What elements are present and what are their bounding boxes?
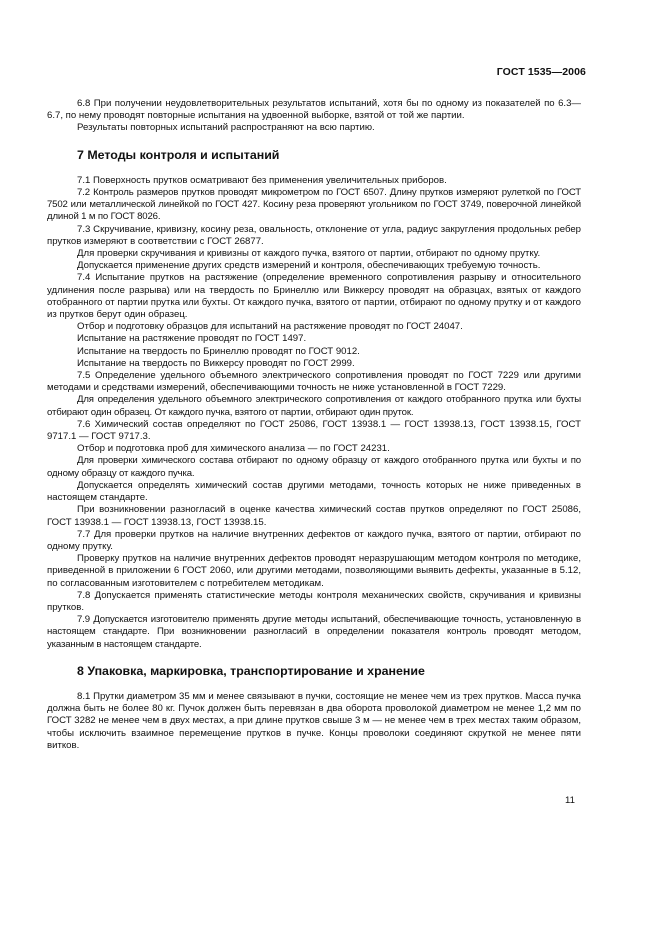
paragraph-7-2: 7.2 Контроль размеров прутков проводят микрометром по ГОСТ 6507. Длину прутков измеряют рулеткой по ГОСТ 7502 или металлической линейкой по ГОСТ 427. Косину реза проверяют угольником по ГОСТ 3749, поверочной линейкой длиной 1 м по ГОСТ 8026. (47, 187, 581, 223)
paragraph-7-4: 7.4 Испытание прутков на растяжение (определение временного сопротивления разрыву и относительного удлинения после разрыва) или на твердость по Бринеллю или Виккерсу проводят на образцах, взятых от каждого отобранного от партии прутка или бухты. От каждого пучка, взятого от партии, отбирают по одному прутку и от каждого из прутков берут один образец. (47, 272, 582, 321)
paragraph-7-6-check: Для проверки химического состава отбирают по одному образцу от каждого отобранного прутка или бухты и по одному образцу от каждого пучка. (47, 455, 581, 479)
paragraph-8-1: 8.1 Прутки диаметром 35 мм и менее связывают в пучки, состоящие не менее чем из трех прутков. Масса пучка должна быть не более 80 кг. Пучок должен быть перевязан в два оборота проволокой диаметром не менее 1,2 мм по ГОСТ 3282 не менее чем в двух местах, а при длине прутков свыше 3 м — не менее чем в трех местах таким образом, чтобы исключить взаимное перемещение прутков в пучке. Концы проволоки соединяют скруткой не менее пяти витков. (47, 690, 581, 751)
paragraph-7-8: 7.8 Допускается применять статистические методы контроля механических свойств, скручивания и кривизны прутков. (47, 589, 581, 613)
paragraph-7-6-samples: Отбор и подготовка проб для химического анализа — по ГОСТ 24231. (77, 443, 390, 455)
paragraph-7-3-twist: Для проверки скручивания и кривизны от каждого пучка, взятого от партии, отбирают по одному прутку. (77, 248, 541, 260)
section-7-heading: 7 Методы контроля и испытаний (77, 147, 280, 162)
paragraph-7-6-other-methods: Допускается определять химический состав другими методами, точность которых не ниже приведенных в настоящем стандарте. (47, 479, 581, 504)
paragraph-7-4-vickers: Испытание на твердость по Виккерсу проводят по ГОСТ 2999. (77, 357, 355, 369)
paragraph-7-6: 7.6 Химический состав определяют по ГОСТ 25086, ГОСТ 13938.1 — ГОСТ 13938.13, ГОСТ 13938.15, ГОСТ 9717.1 — ГОСТ 9717.3. (47, 418, 581, 443)
paragraph-7-3-other-means: Допускается применение других средств измерений и контроля, обеспечивающих требуемую точность. (77, 260, 541, 272)
paragraph-7-5: 7.5 Определение удельного объемного электрического сопротивления проводят по ГОСТ 7229 или другими методами и средствами измерений, обеспечивающими точность не ниже установленной в ГОСТ 7229. (47, 370, 581, 394)
paragraph-7-1: 7.1 Поверхность прутков осматривают без применения увеличительных приборов. (77, 174, 447, 186)
document-body (47, 98, 581, 752)
page-number: 11 (565, 795, 575, 806)
paragraph-7-4-sampling: Отбор и подготовку образцов для испытаний на растяжение проводят по ГОСТ 24047. (77, 321, 463, 333)
section-8-heading: 8 Упаковка, маркировка, транспортирование и хранение (77, 663, 425, 678)
paragraph-7-5-sampling: Для определения удельного объемного электрического сопротивления от каждого отобранного прутка или бухты отбирают один образец. От каждого пучка, взятого от партии, отбирают один пруток. (47, 394, 581, 418)
paragraph-7-6-disputes: При возникновении разногласий в оценке качества химический состав прутков определяют по ГОСТ 25086, ГОСТ 13938.1 — ГОСТ 13938.13, ГОСТ 13938.15. (47, 504, 581, 528)
paragraph-7-4-brinell: Испытание на твердость по Бринеллю проводят по ГОСТ 9012. (77, 345, 360, 357)
standard-header: ГОСТ 1535—2006 (496, 66, 586, 78)
paragraph-7-3: 7.3 Скручивание, кривизну, косину реза, овальность, отклонение от угла, радиус закругления продольных ребер прутков измеряют в соответствии с ГОСТ 26877. (47, 223, 581, 247)
paragraph-7-4-tension: Испытание на растяжение проводят по ГОСТ 1497. (77, 333, 307, 345)
paragraph-repeat-tests: Результаты повторных испытаний распространяют на всю партию. (77, 122, 375, 134)
paragraph-6-8: 6.8 При получении неудовлетворительных результатов испытаний, хотя бы по одному из показателей по 6.3—6.7, по нему проводят повторные испытания на удвоенной выборке, взятой от той же партии. (47, 98, 581, 122)
paragraph-7-9: 7.9 Допускается изготовителю применять другие методы испытаний, обеспечивающие точность, установленную в настоящем стандарте. При возникновении разногласий в определении показателя контроль проводят методом, указанным в настоящем стандарте. (47, 614, 581, 650)
paragraph-7-7-ndt: Проверку прутков на наличие внутренних дефектов проводят неразрушающим методом контроля по методике, приведенной в приложении 6 ГОСТ 2060, или другими методами, позволяющими выявить дефекты, указанные в 5.12, по согласованным изготовителем с потребителем методикам. (47, 553, 581, 589)
paragraph-7-7: 7.7 Для проверки прутков на наличие внутренних дефектов от каждого пучка, взятого от партии, отбирают по одному прутку. (47, 528, 581, 552)
